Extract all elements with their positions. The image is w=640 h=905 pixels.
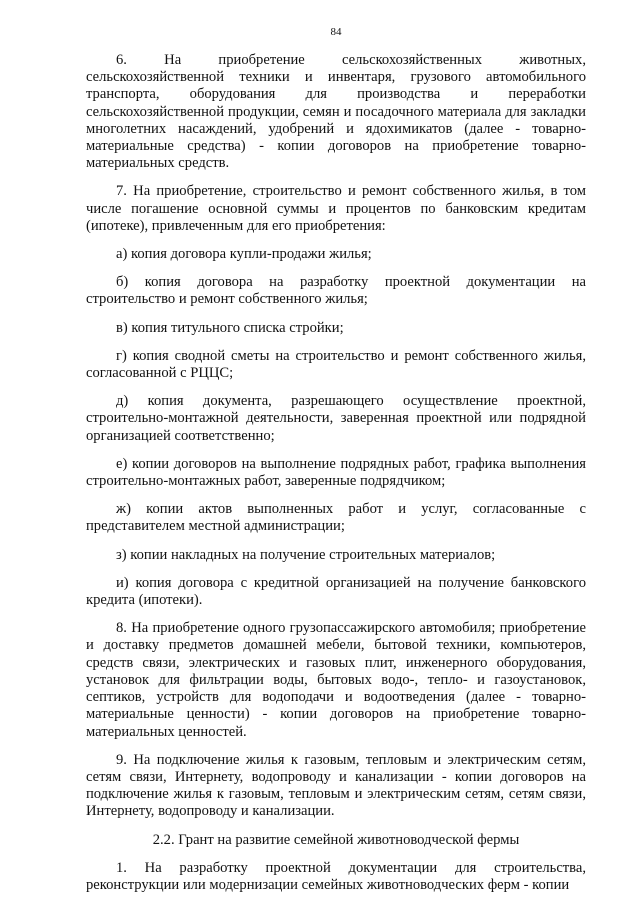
paragraph-item-6: 6. На приобретение сельскохозяйственных животных, сельскохозяйственной техники и инвентаря, грузового автомобильного транспорта, оборудования для производства и переработки сельскохозяйственной продукции, семян и посадочного материала для закладки многолетних насаждений, удобрений и ядохимикатов (далее - товарно-материальные средства) - копии договоров на приобретение товарно-материальных средств. — [86, 52, 586, 172]
subitem-v: в) копия титульного списка стройки; — [116, 319, 344, 336]
subitem-d: д) копия документа, разрешающего осуществление проектной, строительно-монтажной деятельности, заверенная проектной или подрядной организацией соответственно; — [86, 393, 586, 444]
subitem-z: з) копии накладных на получение строительных материалов; — [116, 546, 496, 563]
section-heading: 2.2. Грант на развитие семейной животноводческой фермы — [152, 831, 520, 848]
document-page — [86, 26, 586, 894]
subitem-zh: ж) копии актов выполненных работ и услуг, согласованные с представителем местной администрации; — [86, 501, 586, 535]
subitem-g: г) копия сводной сметы на строительство и ремонт собственного жилья, согласованной с РЦЦС; — [86, 347, 586, 382]
paragraph-item-7: 7. На приобретение, строительство и ремонт собственного жилья, в том числе погашение основной суммы и процентов по банковским кредитам (ипотеке), привлеченным для его приобретения: — [86, 183, 586, 234]
subitem-b: б) копия договора на разработку проектной документации на строительство и ремонт собственного жилья; — [86, 274, 586, 308]
subitem-a: а) копия договора купли-продажи жилья; — [116, 246, 372, 263]
subitem-i: и) копия договора с кредитной организацией на получение банковского кредита (ипотеки). — [86, 574, 586, 609]
page-number: 84 — [330, 26, 342, 38]
paragraph-item-8: 8. На приобретение одного грузопассажирского автомобиля; приобретение и доставку предметов домашней мебели, бытовой техники, компьютеров, средств связи, электрических и газовых плит, инженерного оборудования, установок для фильтрации воды, бытовых водо-, тепло- и газоустановок, септиков, устройств для водоподачи и водоотведения (далее - товарно-материальные ценности) - копии договоров на приобретение товарно-материальных ценностей. — [86, 620, 586, 740]
section-paragraph-1: 1. На разработку проектной документации для строительства, реконструкции или модернизации семейных животноводческих ферм - копии — [86, 859, 586, 893]
paragraph-item-9: 9. На подключение жилья к газовым, тепловым и электрическим сетям, сетям связи, Интернету, водопроводу и канализации - копии договоров на подключение жилья к газовым, тепловым и электрическим сетям, сетям связи, Интернету, водопроводу и канализации. — [86, 751, 586, 820]
subitem-e: е) копии договоров на выполнение подрядных работ, графика выполнения строительно-монтажных работ, заверенные подрядчиком; — [86, 455, 586, 490]
